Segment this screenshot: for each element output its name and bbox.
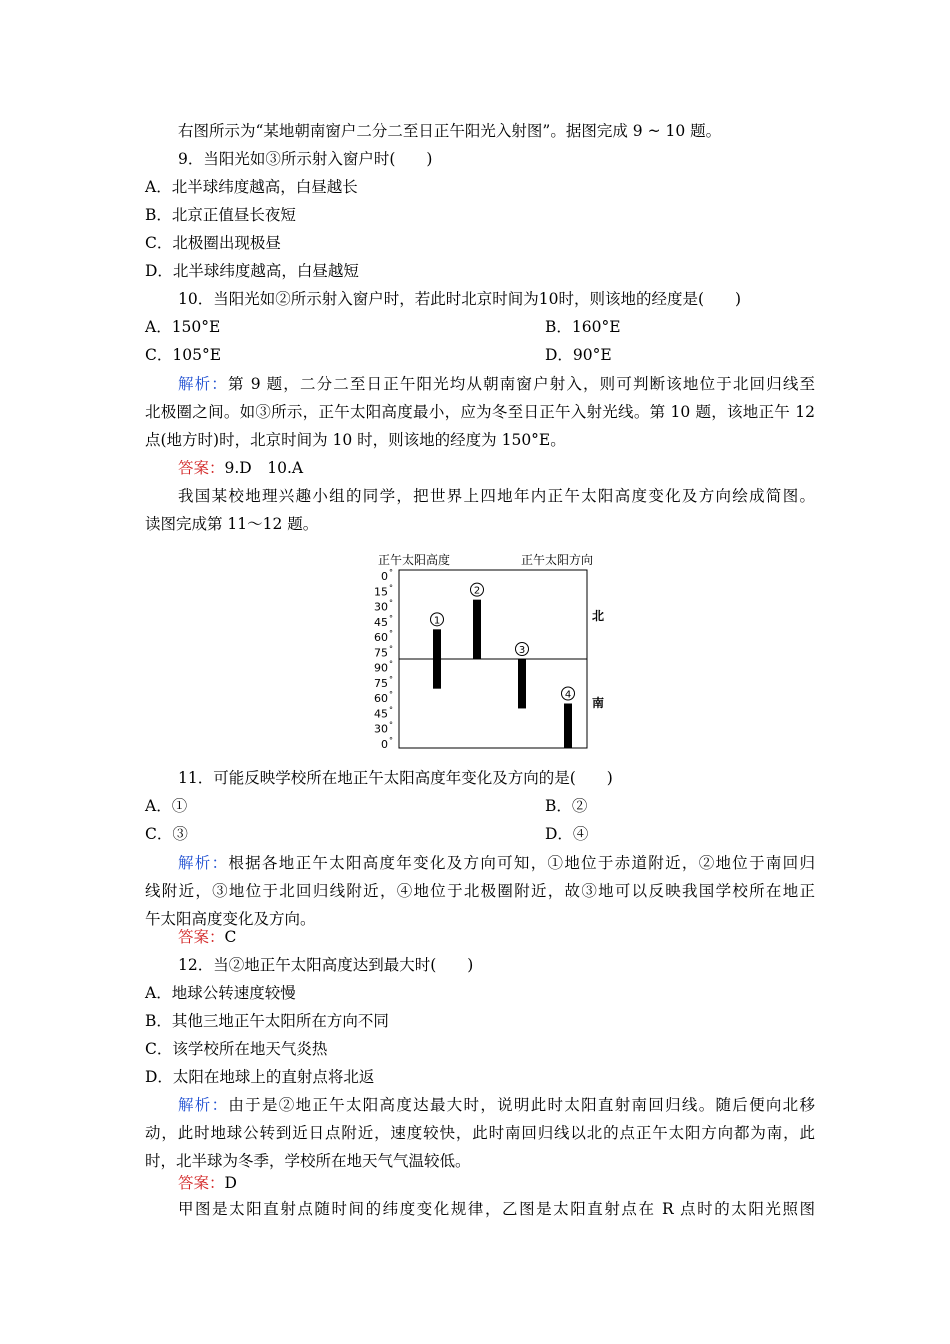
intro-11-12-line-2: 读图完成第 11～12 题。 xyxy=(145,515,319,533)
axis-tick-degree: ° xyxy=(389,690,393,700)
axis-tick-label: 30 xyxy=(374,600,388,614)
q10-option-c: C．105°E xyxy=(145,346,222,364)
explanation-label: 解析： xyxy=(178,1096,229,1114)
explanation-label: 解析： xyxy=(178,854,229,872)
intro-next-question: 甲图是太阳直射点随时间的纬度变化规律，乙图是太阳直射点在 R 点时的太阳光照图 xyxy=(178,1200,815,1218)
q9-option-b: B．北京正值昼长夜短 xyxy=(145,206,296,224)
axis-tick-degree: ° xyxy=(389,659,393,669)
axis-tick-degree: ° xyxy=(389,644,393,654)
explanation-3-line-1: 解析：由于是②地正午太阳高度达最大时，说明此时太阳直射南回归线。随后便向北移 xyxy=(178,1096,815,1114)
explanation-1-line-3: 点(地方时)时，北京时间为 10 时，则该地的经度为 150°E。 xyxy=(145,431,566,449)
axis-tick-label: 75 xyxy=(374,676,388,690)
axis-tick-degree: ° xyxy=(389,720,393,730)
bar-label-4: 4 xyxy=(564,689,572,701)
explanation-3-line-2: 动，此时地球公转到近日点附近，速度较快，此时南回归线以北的点正午太阳方向都为南，此 xyxy=(145,1124,815,1142)
axis-tick-degree: ° xyxy=(389,629,393,639)
intro-11-12-line-1: 我国某校地理兴趣小组的同学，把世界上四地年内正午太阳高度变化及方向绘成简图。 xyxy=(178,487,815,505)
intro-9-10: 右图所示为“某地朝南窗户二分二至日正午阳光入射图”。据图完成 9 ~ 10 题。 xyxy=(178,122,722,140)
axis-tick-label: 15 xyxy=(374,585,388,599)
axis-tick-degree: ° xyxy=(389,736,393,745)
axis-tick-label: 75 xyxy=(374,646,388,660)
chart-title-left: 正午太阳高度 xyxy=(378,553,451,567)
axis-tick-label: 0 xyxy=(381,570,388,583)
axis-tick-label: 45 xyxy=(374,615,388,629)
q12-option-d: D．太阳在地球上的直射点将北返 xyxy=(145,1068,375,1086)
axis-tick-degree: ° xyxy=(389,705,393,715)
q10-option-b: B．160°E xyxy=(545,318,621,336)
bar-3 xyxy=(518,659,526,708)
q10-option-d: D．90°E xyxy=(545,346,612,364)
axis-tick-label: 60 xyxy=(374,631,388,645)
axis-tick-label: 60 xyxy=(374,692,388,706)
q12-option-b: B．其他三地正午太阳所在方向不同 xyxy=(145,1012,389,1030)
q11-stem: 11．可能反映学校所在地正午太阳高度年变化及方向的是( ) xyxy=(178,769,613,787)
q9-option-d: D．北半球纬度越高，白昼越短 xyxy=(145,262,359,280)
answer-1: 答案：9.D 10.A xyxy=(178,459,304,477)
q11-options-row-1 xyxy=(145,792,815,820)
direction-south: 南 xyxy=(592,696,605,710)
explanation-3-line-3: 时，北半球为冬季，学校所在地天气气温较低。 xyxy=(145,1152,471,1170)
explanation-1-line-1: 解析：第 9 题，二分二至日正午阳光均从朝南窗户射入，则可判断该地位于北回归线至 xyxy=(178,375,815,393)
answer-2: 答案：C xyxy=(178,928,237,946)
axis-tick-degree: ° xyxy=(389,583,393,593)
bar-label-3: 3 xyxy=(518,645,526,656)
axis-tick-label: 30 xyxy=(374,722,388,736)
q10-options-row-1 xyxy=(145,313,815,341)
q11-option-b: B．② xyxy=(545,797,588,815)
q12-option-c: C．该学校所在地天气炎热 xyxy=(145,1040,328,1058)
axis-tick-label: 0 xyxy=(381,738,388,751)
bar-1 xyxy=(433,629,441,688)
q11-option-a: A．① xyxy=(145,797,188,815)
sun-altitude-chart xyxy=(360,546,620,758)
q12-option-a: A．地球公转速度较慢 xyxy=(145,984,296,1002)
axis-tick-degree: ° xyxy=(389,613,393,623)
explanation-2-line-1: 解析：根据各地正午太阳高度年变化及方向可知，①地位于赤道附近，②地位于南回归 xyxy=(178,854,815,872)
q11-option-c: C．③ xyxy=(145,825,188,843)
axis-tick-degree: ° xyxy=(389,598,393,608)
q10-stem: 10．当阳光如②所示射入窗户时，若此时北京时间为10时，则该地的经度是( ) xyxy=(178,290,742,308)
q11-options-row-2 xyxy=(145,820,815,848)
answer-label: 答案： xyxy=(178,1174,225,1192)
bar-2 xyxy=(473,600,481,659)
q9-option-a: A．北半球纬度越高，白昼越长 xyxy=(145,178,358,196)
bar-4 xyxy=(564,704,572,749)
explanation-label: 解析： xyxy=(178,375,228,393)
chart-title-right: 正午太阳方向 xyxy=(521,553,594,567)
explanation-2-line-2: 线附近，③地位于北回归线附近，④地位于北极圈附近，故③地可以反映我国学校所在地正 xyxy=(145,882,815,900)
axis-tick-degree: ° xyxy=(389,568,393,577)
bar-label-2: 2 xyxy=(473,585,481,597)
axis-tick-label: 90 xyxy=(374,661,388,675)
q9-option-c: C．北极圈出现极昼 xyxy=(145,234,281,252)
q11-option-d: D．④ xyxy=(545,825,589,843)
answer-label: 答案： xyxy=(178,459,225,477)
axis-tick-degree: ° xyxy=(389,674,393,684)
explanation-1-line-2: 北极圈之间。如③所示，正午太阳高度最小，应为冬至日正午入射光线。第 10 题，该地正午 12 xyxy=(145,403,815,421)
axis-tick-label: 45 xyxy=(374,707,388,721)
q9-stem: 9．当阳光如③所示射入窗户时( ) xyxy=(178,150,433,168)
q10-options-row-2 xyxy=(145,341,815,369)
answer-3: 答案：D xyxy=(178,1174,237,1192)
explanation-2-line-3: 午太阳高度变化及方向。 xyxy=(145,910,316,928)
direction-north: 北 xyxy=(592,609,605,623)
q12-stem: 12．当②地正午太阳高度达到最大时( ) xyxy=(178,956,474,974)
bar-label-1: 1 xyxy=(433,615,441,627)
answer-label: 答案： xyxy=(178,928,225,946)
q10-option-a: A．150°E xyxy=(145,318,221,336)
